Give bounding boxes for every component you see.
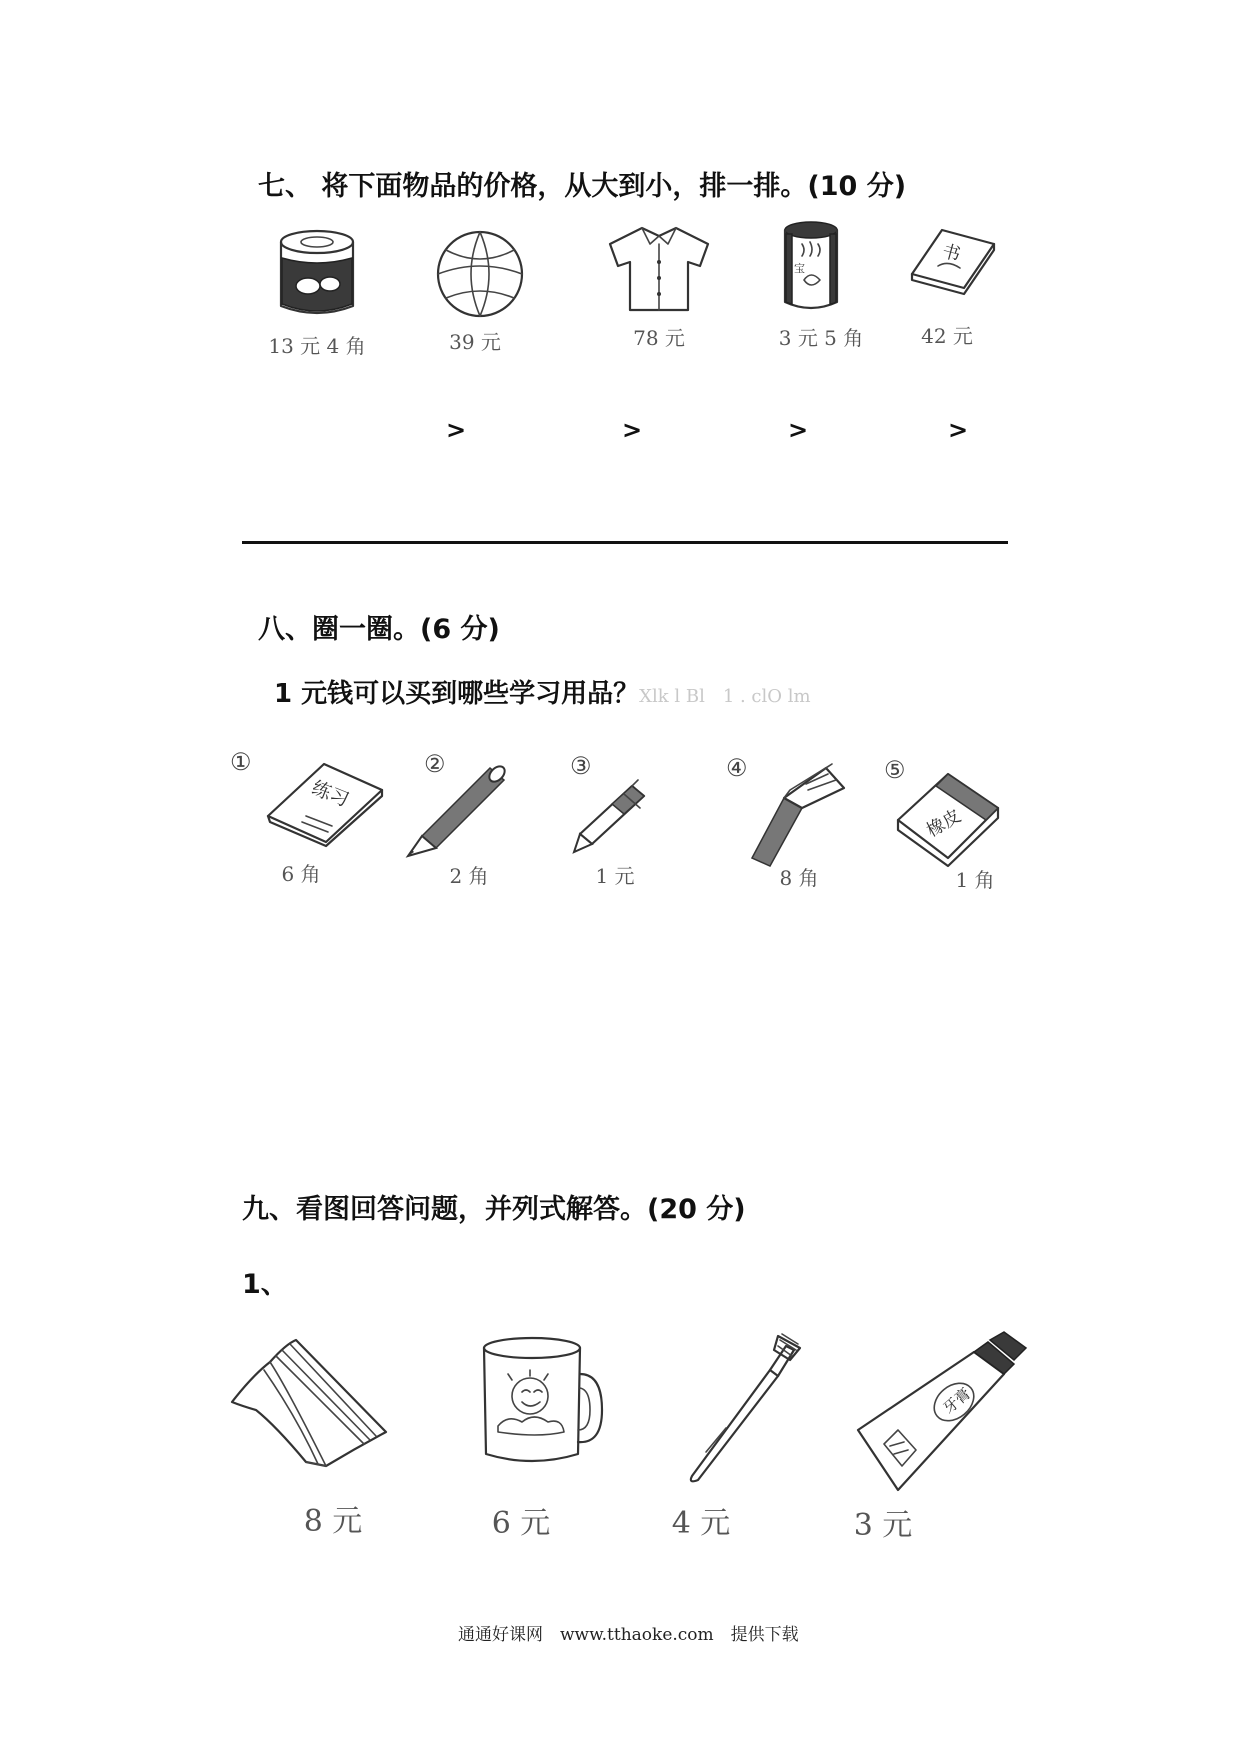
svg-text:橡皮: 橡皮 — [923, 805, 965, 842]
towel-icon — [226, 1336, 394, 1472]
toothbrush-icon — [686, 1328, 802, 1488]
item-number: ⑤ — [884, 756, 906, 784]
item-price: 3 元 5 角 — [778, 326, 864, 350]
section-divider — [242, 541, 1008, 544]
svg-text:牙膏: 牙膏 — [939, 1384, 975, 1418]
item-number: ② — [424, 750, 446, 778]
item-price: 39 元 — [449, 330, 501, 354]
item-price: 1 元 — [595, 864, 635, 888]
toothpaste-icon — [854, 1330, 1034, 1496]
item-price: 78 元 — [633, 326, 685, 350]
item-number: ③ — [570, 752, 592, 780]
svg-text:练习: 练习 — [308, 776, 352, 812]
footer-text: 通通好课网 www.tthaoke.com 提供下载 — [458, 1625, 799, 1645]
canned-food-icon — [276, 228, 358, 320]
comparator-greater-than: > — [788, 416, 809, 444]
basketball-icon — [434, 228, 526, 320]
congee-can-icon — [780, 220, 842, 314]
pencil-sharpener-icon — [744, 758, 850, 868]
item-price: 8 元 — [303, 1504, 363, 1539]
pencil-icon — [400, 758, 512, 858]
shirt-icon — [604, 222, 714, 314]
svg-text:书: 书 — [939, 240, 963, 266]
item-number: ① — [230, 748, 252, 776]
item-price: 8 角 — [779, 866, 819, 890]
item-price: 13 元 4 角 — [268, 334, 366, 358]
comparator-greater-than: > — [446, 416, 467, 444]
section7-title: 七、 将下面物品的价格，从大到小，排一排。(10 分) — [258, 171, 907, 202]
section8-question: 1 元钱可以买到哪些学习用品？Xlk l Bl 1 . clO lm — [274, 679, 811, 709]
item-number: ④ — [726, 754, 748, 782]
item-price: 6 元 — [491, 1506, 551, 1541]
item-price: 4 元 — [671, 1506, 731, 1541]
item-price: 6 角 — [281, 862, 321, 886]
book-icon — [908, 224, 998, 298]
watermark-text: Xlk l Bl 1 . clO lm — [639, 686, 811, 707]
section8-title: 八、圈一圈。(6 分) — [258, 614, 500, 645]
comparator-greater-than: > — [948, 416, 969, 444]
exercise-book-icon — [264, 760, 386, 846]
pen-icon — [566, 778, 652, 856]
item-price: 42 元 — [921, 324, 973, 348]
eraser-icon — [892, 768, 1004, 868]
item-price: 1 角 — [955, 868, 995, 892]
item-price: 2 角 — [449, 864, 489, 888]
item-price: 3 元 — [853, 1508, 913, 1543]
section9-title: 九、看图回答问题，并列式解答。(20 分) — [242, 1194, 746, 1225]
cup-icon — [478, 1334, 606, 1470]
section9-sub-label: 1、 — [242, 1269, 288, 1300]
svg-text:宝: 宝 — [794, 262, 805, 275]
comparator-greater-than: > — [622, 416, 643, 444]
